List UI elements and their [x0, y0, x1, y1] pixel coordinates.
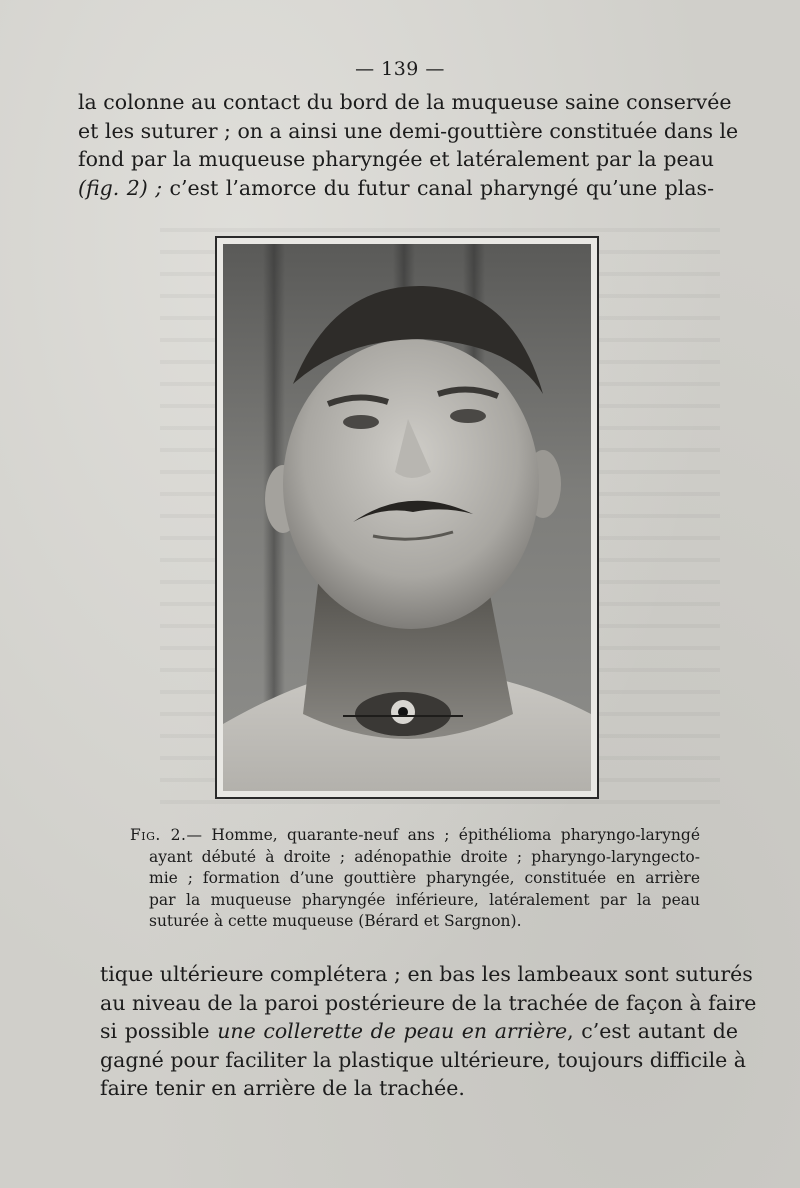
- caption-text: — Homme, quarante-neuf ans ; épithélioma pharyngo-laryngé: [186, 826, 701, 844]
- figure-reference: (fig. 2) ;: [78, 175, 163, 200]
- text-line: au niveau de la paroi postérieure de la trachée de façon à faire: [100, 990, 757, 1015]
- caption-line: ayant débuté à droite ; adénopathie droite ; pharyngo-laryngecto-: [149, 847, 700, 866]
- figure-caption: [130, 825, 700, 933]
- caption-line: mie ; formation d’une gouttière pharyngée, constituée en arrière: [149, 869, 700, 887]
- caption-line: suturée à cette muqueuse (Bérard et Sargnon).: [149, 912, 522, 930]
- bottom-paragraph: [100, 960, 757, 1103]
- portrait-illustration: [223, 244, 591, 791]
- caption-line: par la muqueuse pharyngée inférieure, latéralement par la peau: [149, 890, 700, 909]
- patient-portrait-photo: [223, 244, 591, 791]
- page-number: — 139 —: [355, 58, 445, 80]
- italic-phrase: une collerette de peau en arrière: [217, 1019, 568, 1043]
- text-line: tique ultérieure complétera ; en bas les lambeaux sont suturés: [100, 962, 753, 986]
- text-line: fond par la muqueuse pharyngée et latéralement par la peau: [78, 147, 714, 171]
- text-fragment: si possible: [100, 1019, 218, 1043]
- figure-photograph-frame: [215, 236, 599, 799]
- top-paragraph: [78, 88, 739, 202]
- text-line: et les suturer ; on a ainsi une demi-gouttière constituée dans le: [78, 118, 739, 143]
- text-line: la colonne au contact du bord de la muqueuse saine conservée: [78, 90, 732, 114]
- text-line: [100, 1017, 738, 1046]
- text-line: gagné pour faciliter la plastique ultérieure, toujours difficile à: [100, 1047, 747, 1072]
- text-fragment: , c’est autant de: [567, 1019, 738, 1043]
- text-line: faire tenir en arrière de la trachée.: [100, 1076, 465, 1100]
- figure-label: Fig. 2.: [130, 826, 187, 844]
- text-line: [78, 174, 714, 203]
- caption-line: [130, 825, 700, 847]
- text-fragment: c’est l’amorce du futur canal pharyngé qu’une plas-: [162, 175, 714, 200]
